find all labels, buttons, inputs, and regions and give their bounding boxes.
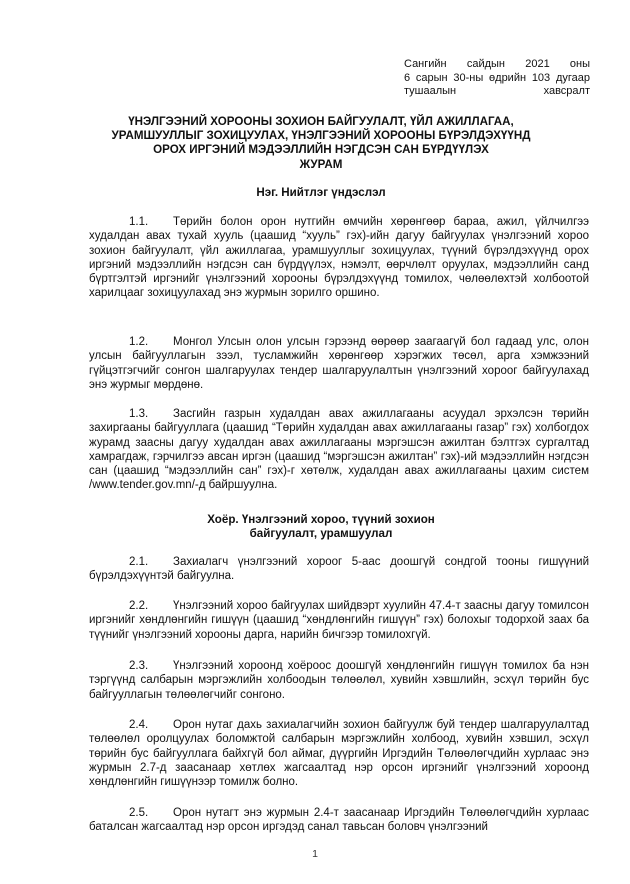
page-number: 1 — [312, 848, 318, 860]
paragraph-number: 2.2. — [129, 600, 149, 612]
title-line-3: ОРОХ ИРГЭНИЙ МЭДЭЭЛЛИЙН НЭГДСЭН САН БҮРДҮҮЛЭХ — [153, 143, 489, 157]
document-title — [95, 115, 547, 172]
title-line-4: ЖУРАМ — [299, 157, 343, 171]
paragraph-1-2 — [89, 335, 589, 392]
paragraph-2-2 — [89, 599, 589, 642]
paragraph-2-3 — [89, 659, 589, 702]
section-2-title — [95, 513, 547, 541]
paragraph-1-3 — [89, 407, 589, 493]
paragraph-number: 1.3. — [129, 408, 149, 420]
paragraph-text: Засгийн газрын худалдан авах ажиллагааны асуудал эрхэлсэн төрийн захиргааны байгууллага (цаашид “Төрийн худалдан авах ажиллагааны газар” гэх) холбогдох журамд заасны дагуу худалдан авах ажиллагааны мэргэшсэн ажилтан бэлтгэх сургалтад хамрагдаж, гэрчилгээ авсан иргэн (цаашид “мэргэшсэн ажилтан” гэх)-ий мэдээллийн нэгдсэн сан (цаашид “мэдээллийн сан” гэх)-г хөтөлж, худалдан авах ажиллагааны цахим систем /www.tender.gov.mn/-д байршуулна. — [89, 408, 589, 492]
paragraph-text: Захиалагч үнэлгээний хороог 5-аас доошгүй сондгой тооны гишүүний бүрэлдэхүүнтэй байгуулна. — [89, 556, 589, 583]
approval-note — [404, 58, 590, 99]
paragraph-number: 1.2. — [129, 336, 149, 348]
paragraph-number: 2.4. — [129, 719, 149, 731]
paragraph-2-1 — [89, 555, 589, 584]
title-line-2: УРАМШУУЛЛЫГ ЗОХИЦУУЛАХ, ҮНЭЛГЭЭНИЙ ХОРООНЫ БҮРЭЛДЭХҮҮНД — [111, 129, 531, 143]
approval-line-2: 6 сарын 30-ны өдрийн 103 дугаар — [404, 71, 590, 84]
paragraph-number: 2.5. — [129, 807, 149, 819]
paragraph-number: 2.1. — [129, 556, 149, 568]
paragraph-2-5 — [89, 806, 589, 835]
paragraph-text: Үнэлгээний хороонд хоёроос доошгүй хөндлөнгийн гишүүн томилох ба нэн тэргүүнд салбарын мэргэжлийн холбоодын төлөөлөл, хувийн хэвшлийн, эсхүл төрийн бус байгууллагын төлөөлөгчийг сонгоно. — [89, 660, 589, 701]
paragraph-2-4 — [89, 718, 589, 789]
paragraph-number: 1.1. — [129, 216, 149, 228]
paragraph-text: Үнэлгээний хороо байгуулах шийдвэрт хуулийн 47.4-т заасны дагуу томилсон иргэнийг хөндлөнгийн гишүүн (цаашид “хөндлөнгийн гишүүн” гэх) болохыг тодорхой заах ба түүнийг үнэлгээний хорооны дарга, нарийн бичгээр томилохгүй. — [89, 600, 589, 641]
paragraph-text: Орон нутаг дахь захиалагчийн зохион байгуулж буй тендер шалгаруулалтад төлөөлөл оролцуулах боломжтой салбарын мэргэжлийн холбоод, хувийн хэвшил, эсхүл төрийн бус байгууллага байхгүй бол аймаг, дүүргийн Иргэдийн Төлөөлөгчдийн хурлаас энэ журмын 2.7-д заасанаар хөтлөх жагсаалтад нэр орсон иргэнийг үнэлгээний хороонд хөндлөнгийн гишүүнээр томилж болно. — [89, 719, 589, 788]
approval-line-1: Сангийн сайдын 2021 оны — [404, 58, 590, 70]
section-2-title-line-1: Хоёр. Үнэлгээний хороо, түүний зохион — [207, 513, 435, 526]
paragraph-text: Орон нутагт энэ журмын 2.4-т заасанаар Иргэдийн Төлөөлөгчдийн хурлаас баталсан жагсаалтад нэр орсон иргэдэд санал тавьсан боловч үнэлгээний — [89, 807, 589, 834]
paragraph-number: 2.3. — [129, 660, 149, 672]
section-1-title: Нэг. Нийтлэг үндэслэл — [256, 186, 386, 199]
paragraph-text: Монгол Улсын олон улсын гэрээнд өөрөөр заагаагүй бол гадаад улс, олон улсын байгууллагын зээл, тусламжийн хөрөнгөөр хэрэгжих төсөл, арга хэмжээний гүйцэтгэгчийг сонгон шалгаруулах тендер шалгаруулалтын үнэлгээний хороог байгуулахад энэ журмыг мөрдөнө. — [89, 336, 589, 391]
title-line-1: ҮНЭЛГЭЭНИЙ ХОРООНЫ ЗОХИОН БАЙГУУЛАЛТ, ҮЙЛ АЖИЛЛАГАА, — [128, 115, 514, 128]
approval-line-3: тушаалын хавсралт — [404, 85, 590, 97]
paragraph-1-1 — [89, 215, 589, 301]
paragraph-text: Төрийн болон орон нутгийн өмчийн хөрөнгөөр бараа, ажил, үйлчилгээ худалдан авах тухай хууль (цаашид “хууль” гэх)-ийн дагуу байгуулах үнэлгээний хороо зохион байгуулалт, үйл ажиллагаа, урамшууллыг зохицуулах, түүний бүрэлдэхүүнд орох иргэний мэдээллийн нэгдсэн сан бүрдүүлэх, нэмэлт, өөрчлөлт оруулах, мэдээллийн санд бүртгэлтэй иргэнийг үнэлгээний хорооны бүрэлдэхүүнд томилох, чөлөөлөхтэй холбоотой харилцааг зохицуулахад энэ журмын зорилго оршино. — [89, 216, 589, 300]
section-2-title-line-2: байгуулалт, урамшуулал — [249, 527, 393, 541]
